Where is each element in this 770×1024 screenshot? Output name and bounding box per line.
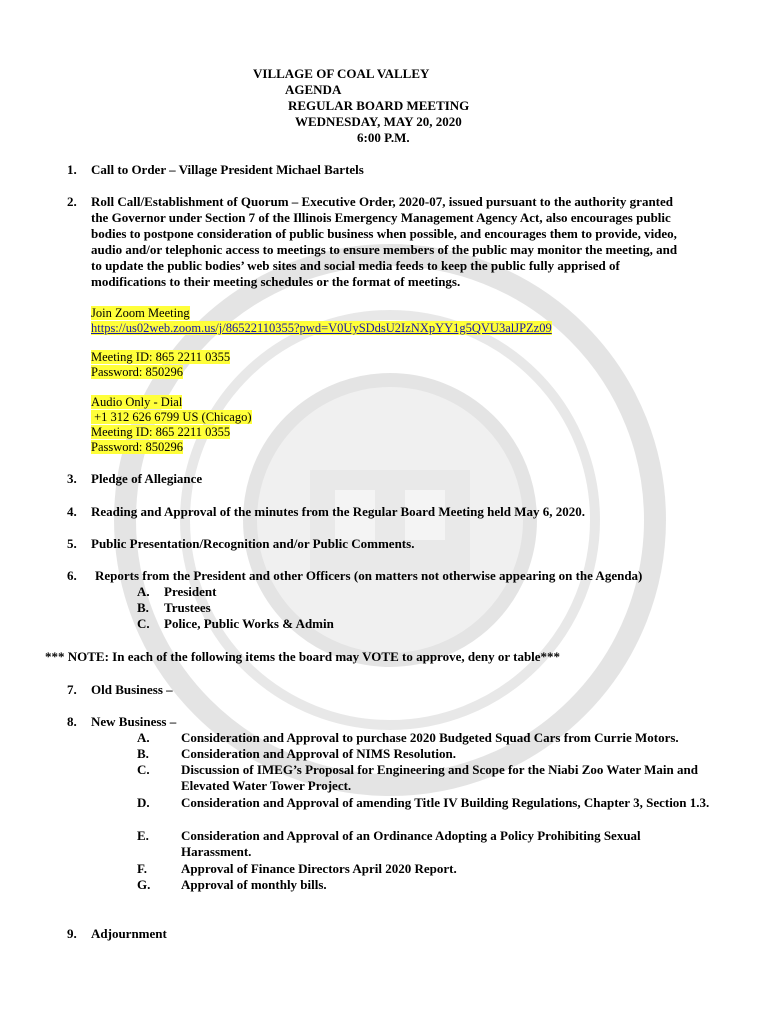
header-time: 6:00 P.M. <box>357 130 410 145</box>
sub-item-police-public-works: Police, Public Works & Admin <box>164 616 334 631</box>
item-minutes-approval: Reading and Approval of the minutes from the Regular Board Meeting held May 6, 2020. <box>91 504 586 519</box>
item-call-to-order: Call to Order – Village President Michael Bartels <box>91 162 364 177</box>
item-number: 6. <box>67 568 77 583</box>
sub-item-squad-cars: Consideration and Approval to purchase 2020 Budgeted Squad Cars from Currie Motors. <box>181 730 679 745</box>
item-adjournment: Adjournment <box>91 926 167 941</box>
sub-letter: D. <box>137 795 150 810</box>
item-roll-call-line: modifications to their meeting schedules or the format of meetings. <box>91 274 461 289</box>
zoom-password-2: Password: 850296 <box>91 440 184 454</box>
item-number: 8. <box>67 714 77 729</box>
item-roll-call-line: bodies to postpone consideration of public business when possible, and encourages them to provide, video, <box>91 226 677 241</box>
item-number: 1. <box>67 162 77 177</box>
item-number: 7. <box>67 682 77 697</box>
sub-item-finance-report: Approval of Finance Directors April 2020 Report. <box>181 861 457 876</box>
sub-item-imeg-proposal: Discussion of IMEG’s Proposal for Engineering and Scope for the Niabi Zoo Water Main and Elevated Water Tower Project. <box>181 762 698 794</box>
sub-item-building-regulations: Consideration and Approval of amending Title IV Building Regulations, Chapter 3, Section 1.3. <box>181 795 710 810</box>
sub-letter: G. <box>137 877 151 892</box>
sub-item-harassment-policy: Consideration and Approval of an Ordinance Adopting a Policy Prohibiting Sexual Harassment. <box>181 828 641 860</box>
header-village-name: VILLAGE OF COAL VALLEY <box>253 66 430 81</box>
item-number: 3. <box>67 471 77 486</box>
zoom-phone-number: +1 312 626 6799 US (Chicago) <box>91 410 252 424</box>
vote-note: *** NOTE: In each of the following items the board may VOTE to approve, deny or table*** <box>45 649 561 664</box>
item-pledge: Pledge of Allegiance <box>91 471 203 486</box>
zoom-audio-label: Audio Only - Dial <box>91 395 183 409</box>
header-date: WEDNESDAY, MAY 20, 2020 <box>295 114 462 129</box>
sub-letter: B. <box>137 600 149 615</box>
zoom-meeting-id-2: Meeting ID: 865 2211 0355 <box>91 425 231 439</box>
item-roll-call-line: to update the public bodies’ web sites and social media feeds to keep the public fully apprised of <box>91 258 620 273</box>
item-reports: Reports from the President and other Officers (on matters not otherwise appearing on the Agenda) <box>95 568 643 583</box>
item-number: 5. <box>67 536 77 551</box>
zoom-meeting-link[interactable]: https://us02web.zoom.us/j/86522110355?pwd=V0UySDdsU2IzNXpYY1g5QVU3alJPZz09 <box>91 321 552 335</box>
zoom-join-label: Join Zoom Meeting <box>91 306 190 320</box>
sub-letter: E. <box>137 828 149 843</box>
sub-letter: A. <box>137 730 150 745</box>
sub-item-trustees: Trustees <box>164 600 211 615</box>
sub-item-monthly-bills: Approval of monthly bills. <box>181 877 327 892</box>
sub-letter: F. <box>137 861 147 876</box>
item-number: 4. <box>67 504 77 519</box>
sub-letter: C. <box>137 616 150 631</box>
sub-letter: C. <box>137 762 150 777</box>
zoom-password: Password: 850296 <box>91 365 184 379</box>
item-roll-call-line: audio and/or telephonic access to meetings to ensure members of the public may monitor the meeting, and <box>91 242 678 257</box>
item-roll-call-line: the Governor under Section 7 of the Illinois Emergency Management Agency Act, also encourages public <box>91 210 671 225</box>
item-roll-call-line: Roll Call/Establishment of Quorum – Executive Order, 2020-07, issued pursuant to the authority granted <box>91 194 674 209</box>
item-number: 9. <box>67 926 77 941</box>
sub-item-nims-resolution: Consideration and Approval of NIMS Resolution. <box>181 746 456 761</box>
header-agenda: AGENDA <box>285 82 342 97</box>
sub-letter: B. <box>137 746 149 761</box>
item-public-comments: Public Presentation/Recognition and/or Public Comments. <box>91 536 415 551</box>
item-number: 2. <box>67 194 77 209</box>
item-old-business: Old Business – <box>91 682 173 697</box>
sub-item-president: President <box>164 584 217 599</box>
sub-letter: A. <box>137 584 150 599</box>
zoom-meeting-id: Meeting ID: 865 2211 0355 <box>91 350 231 364</box>
item-new-business: New Business – <box>91 714 177 729</box>
header-meeting-type: REGULAR BOARD MEETING <box>288 98 470 113</box>
